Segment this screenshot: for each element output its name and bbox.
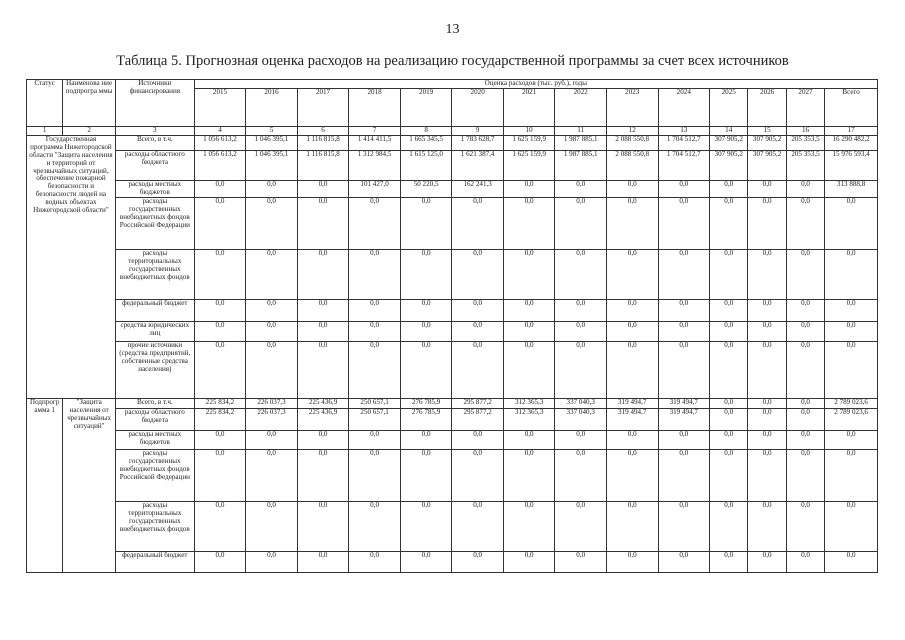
amount-cell: 0,0 — [452, 449, 504, 501]
amount-cell: 225 436,9 — [297, 408, 349, 430]
subprogram-status: Подпрограмма 1 — [27, 398, 63, 572]
amount-cell: 0,0 — [503, 341, 555, 398]
amount-cell: 276 785,9 — [400, 398, 452, 408]
amount-cell: 307 905,2 — [748, 150, 786, 180]
funding-source: расходы государственных внебюджетных фондов Российской Федерации — [115, 197, 194, 249]
amount-cell: 0,0 — [349, 299, 401, 321]
amount-cell: 319 494,7 — [606, 408, 658, 430]
amount-cell: 0,0 — [452, 430, 504, 449]
amount-cell: 0,0 — [710, 551, 748, 572]
amount-cell: 0,0 — [400, 551, 452, 572]
amount-cell: 1 414 411,5 — [349, 135, 401, 150]
amount-cell: 0,0 — [194, 249, 246, 299]
amount-cell: 319 494,7 — [606, 398, 658, 408]
amount-cell: 312 365,3 — [503, 408, 555, 430]
amount-cell: 0,0 — [400, 430, 452, 449]
amount-cell: 0,0 — [349, 551, 401, 572]
amount-cell: 0,0 — [606, 430, 658, 449]
amount-cell: 0,0 — [710, 408, 748, 430]
table-row — [27, 341, 878, 398]
amount-cell: 337 040,3 — [555, 408, 607, 430]
amount-cell: 295 877,2 — [452, 408, 504, 430]
table-row — [27, 135, 878, 150]
funding-source: прочие источники (средства предприятий, собственные средства населения) — [115, 341, 194, 398]
amount-cell: 337 040,3 — [555, 398, 607, 408]
amount-cell: 0,0 — [748, 398, 786, 408]
amount-cell: 0,0 — [658, 449, 710, 501]
amount-cell: 0,0 — [658, 321, 710, 341]
amount-cell: 1 046 395,1 — [246, 150, 298, 180]
amount-cell: 1 056 613,2 — [194, 150, 246, 180]
amount-cell: 0,0 — [503, 197, 555, 249]
amount-cell: 0,0 — [710, 299, 748, 321]
amount-cell: 225 834,2 — [194, 398, 246, 408]
column-number: 15 — [748, 127, 786, 136]
amount-cell: 162 241,3 — [452, 180, 504, 197]
amount-cell: 0,0 — [786, 398, 824, 408]
amount-cell: 0,0 — [194, 180, 246, 197]
table-row — [27, 449, 878, 501]
amount-cell: 0,0 — [555, 249, 607, 299]
funding-source: расходы областного бюджета — [115, 150, 194, 180]
amount-cell: 0,0 — [349, 430, 401, 449]
amount-cell: 0,0 — [452, 299, 504, 321]
amount-cell: 0,0 — [606, 449, 658, 501]
amount-cell: 0,0 — [555, 341, 607, 398]
column-number-row — [27, 127, 878, 136]
amount-cell: 0,0 — [400, 321, 452, 341]
amount-cell: 0,0 — [555, 299, 607, 321]
amount-cell: 0,0 — [246, 249, 298, 299]
amount-cell: 1 046 395,1 — [246, 135, 298, 150]
table-row — [27, 299, 878, 321]
table-row — [27, 408, 878, 430]
amount-cell: 0,0 — [246, 501, 298, 551]
amount-cell: 0,0 — [710, 197, 748, 249]
column-number: 9 — [452, 127, 504, 136]
amount-cell: 1 615 125,0 — [400, 150, 452, 180]
header-year: 2020 — [452, 89, 504, 127]
amount-cell: 0,0 — [555, 501, 607, 551]
amount-cell: 0,0 — [748, 408, 786, 430]
amount-cell: 0,0 — [606, 551, 658, 572]
column-number: 17 — [825, 127, 878, 136]
amount-cell: 0,0 — [503, 249, 555, 299]
header-year: 2018 — [349, 89, 401, 127]
amount-cell: 276 785,9 — [400, 408, 452, 430]
amount-cell: 0,0 — [825, 341, 878, 398]
amount-cell: 0,0 — [452, 197, 504, 249]
amount-cell: 0,0 — [194, 197, 246, 249]
amount-cell: 0,0 — [710, 321, 748, 341]
amount-cell: 0,0 — [786, 249, 824, 299]
header-year: 2019 — [400, 89, 452, 127]
amount-cell: 295 877,2 — [452, 398, 504, 408]
amount-cell: 0,0 — [748, 197, 786, 249]
amount-cell: 1 056 613,2 — [194, 135, 246, 150]
amount-cell: 0,0 — [246, 430, 298, 449]
funding-source: расходы областного бюджета — [115, 408, 194, 430]
amount-cell: 205 353,5 — [786, 135, 824, 150]
amount-cell: 1 116 815,8 — [297, 135, 349, 150]
amount-cell: 0,0 — [786, 341, 824, 398]
amount-cell: 0,0 — [658, 299, 710, 321]
amount-cell: 0,0 — [297, 321, 349, 341]
amount-cell: 0,0 — [194, 449, 246, 501]
amount-cell: 0,0 — [606, 341, 658, 398]
amount-cell: 0,0 — [452, 249, 504, 299]
amount-cell: 16 290 482,2 — [825, 135, 878, 150]
amount-cell: 0,0 — [297, 501, 349, 551]
amount-cell: 0,0 — [349, 321, 401, 341]
amount-cell: 0,0 — [748, 299, 786, 321]
page-title: Таблица 5. Прогнозная оценка расходов на реализацию государственной программы за счет всех источников — [116, 53, 789, 69]
amount-cell: 2 789 023,6 — [825, 398, 878, 408]
amount-cell: 0,0 — [246, 299, 298, 321]
amount-cell: 0,0 — [606, 249, 658, 299]
amount-cell: 0,0 — [297, 197, 349, 249]
amount-cell: 0,0 — [825, 449, 878, 501]
amount-cell: 101 427,0 — [349, 180, 401, 197]
column-number: 16 — [786, 127, 824, 136]
amount-cell: 0,0 — [825, 501, 878, 551]
amount-cell: 250 657,1 — [349, 398, 401, 408]
amount-cell: 0,0 — [825, 249, 878, 299]
funding-source: расходы местных бюджетов — [115, 180, 194, 197]
table-row — [27, 321, 878, 341]
table-row — [27, 501, 878, 551]
funding-source: федеральный бюджет — [115, 551, 194, 572]
column-number: 13 — [658, 127, 710, 136]
amount-cell: 0,0 — [297, 430, 349, 449]
column-number: 1 — [27, 127, 63, 136]
column-number: 10 — [503, 127, 555, 136]
header-year: 2024 — [658, 89, 710, 127]
table-row — [27, 430, 878, 449]
table-row — [27, 249, 878, 299]
amount-cell: 1 665 345,5 — [400, 135, 452, 150]
amount-cell: 0,0 — [503, 180, 555, 197]
header-year: Всего — [825, 89, 878, 127]
amount-cell: 0,0 — [658, 341, 710, 398]
amount-cell: 0,0 — [748, 551, 786, 572]
amount-cell: 15 976 593,4 — [825, 150, 878, 180]
amount-cell: 50 220,5 — [400, 180, 452, 197]
column-number: 2 — [63, 127, 116, 136]
amount-cell: 1 783 628,7 — [452, 135, 504, 150]
amount-cell: 0,0 — [825, 551, 878, 572]
amount-cell: 0,0 — [246, 321, 298, 341]
column-number: 6 — [297, 127, 349, 136]
amount-cell: 0,0 — [400, 501, 452, 551]
amount-cell: 0,0 — [349, 249, 401, 299]
amount-cell: 0,0 — [658, 249, 710, 299]
amount-cell: 0,0 — [606, 321, 658, 341]
table-body — [27, 135, 878, 572]
amount-cell: 0,0 — [555, 449, 607, 501]
amount-cell: 0,0 — [786, 408, 824, 430]
amount-cell: 0,0 — [825, 430, 878, 449]
amount-cell: 0,0 — [297, 249, 349, 299]
amount-cell: 0,0 — [658, 430, 710, 449]
amount-cell: 1 625 159,9 — [503, 150, 555, 180]
amount-cell: 0,0 — [555, 180, 607, 197]
table-row — [27, 197, 878, 249]
funding-source: средства юридических лиц — [115, 321, 194, 341]
amount-cell: 0,0 — [606, 501, 658, 551]
header-year: 2022 — [555, 89, 607, 127]
amount-cell: 2 789 023,6 — [825, 408, 878, 430]
amount-cell: 0,0 — [658, 501, 710, 551]
amount-cell: 0,0 — [400, 341, 452, 398]
header-year: 2026 — [748, 89, 786, 127]
amount-cell: 0,0 — [748, 501, 786, 551]
table-row — [27, 398, 878, 408]
amount-cell: 0,0 — [503, 551, 555, 572]
amount-cell: 307 905,2 — [710, 135, 748, 150]
amount-cell: 1 987 885,1 — [555, 150, 607, 180]
amount-cell: 226 037,3 — [246, 408, 298, 430]
amount-cell: 2 088 550,8 — [606, 135, 658, 150]
amount-cell: 0,0 — [710, 180, 748, 197]
column-number: 8 — [400, 127, 452, 136]
header-year: 2023 — [606, 89, 658, 127]
page-number: 13 — [445, 22, 460, 37]
amount-cell: 0,0 — [710, 449, 748, 501]
amount-cell: 0,0 — [786, 180, 824, 197]
amount-cell: 0,0 — [400, 197, 452, 249]
header-year: 2017 — [297, 89, 349, 127]
amount-cell: 319 494,7 — [658, 398, 710, 408]
amount-cell: 250 657,1 — [349, 408, 401, 430]
amount-cell: 0,0 — [194, 341, 246, 398]
amount-cell: 0,0 — [786, 430, 824, 449]
amount-cell: 0,0 — [246, 551, 298, 572]
column-number: 12 — [606, 127, 658, 136]
amount-cell: 226 037,3 — [246, 398, 298, 408]
header-year: 2021 — [503, 89, 555, 127]
amount-cell: 0,0 — [400, 249, 452, 299]
amount-cell: 0,0 — [452, 321, 504, 341]
amount-cell: 0,0 — [710, 430, 748, 449]
amount-cell: 0,0 — [658, 197, 710, 249]
amount-cell: 0,0 — [503, 299, 555, 321]
amount-cell: 0,0 — [606, 180, 658, 197]
amount-cell: 225 834,2 — [194, 408, 246, 430]
amount-cell: 0,0 — [606, 299, 658, 321]
amount-cell: 0,0 — [297, 180, 349, 197]
header-year: 2027 — [786, 89, 824, 127]
amount-cell: 0,0 — [297, 449, 349, 501]
amount-cell: 2 088 550,8 — [606, 150, 658, 180]
amount-cell: 1 312 984,5 — [349, 150, 401, 180]
amount-cell: 312 365,3 — [503, 398, 555, 408]
amount-cell: 0,0 — [452, 341, 504, 398]
amount-cell: 0,0 — [748, 430, 786, 449]
amount-cell: 0,0 — [555, 551, 607, 572]
amount-cell: 0,0 — [503, 430, 555, 449]
header-subprogram-name: Наименова ние подпрогра ммы — [63, 80, 116, 127]
amount-cell: 0,0 — [748, 180, 786, 197]
amount-cell: 0,0 — [658, 551, 710, 572]
amount-cell: 0,0 — [555, 430, 607, 449]
column-number: 5 — [246, 127, 298, 136]
column-number: 11 — [555, 127, 607, 136]
amount-cell: 0,0 — [825, 299, 878, 321]
amount-cell: 1 704 512,7 — [658, 135, 710, 150]
amount-cell: 0,0 — [786, 299, 824, 321]
amount-cell: 0,0 — [349, 449, 401, 501]
amount-cell: 307 905,2 — [710, 150, 748, 180]
amount-cell: 0,0 — [786, 197, 824, 249]
amount-cell: 0,0 — [297, 551, 349, 572]
amount-cell: 0,0 — [786, 321, 824, 341]
table-row — [27, 150, 878, 180]
amount-cell: 0,0 — [246, 180, 298, 197]
funding-source: Всего, в т.ч. — [115, 398, 194, 408]
column-number: 7 — [349, 127, 401, 136]
amount-cell: 1 704 512,7 — [658, 150, 710, 180]
amount-cell: 225 436,9 — [297, 398, 349, 408]
amount-cell: 205 353,5 — [786, 150, 824, 180]
amount-cell: 0,0 — [349, 501, 401, 551]
amount-cell: 0,0 — [246, 449, 298, 501]
amount-cell: 0,0 — [194, 430, 246, 449]
amount-cell: 0,0 — [710, 398, 748, 408]
column-number: 4 — [194, 127, 246, 136]
amount-cell: 0,0 — [555, 321, 607, 341]
header-year: 2016 — [246, 89, 298, 127]
amount-cell: 0,0 — [349, 341, 401, 398]
amount-cell: 0,0 — [786, 551, 824, 572]
amount-cell: 0,0 — [452, 551, 504, 572]
amount-cell: 0,0 — [606, 197, 658, 249]
amount-cell: 0,0 — [194, 299, 246, 321]
amount-cell: 0,0 — [349, 197, 401, 249]
amount-cell: 0,0 — [194, 501, 246, 551]
header-year: 2025 — [710, 89, 748, 127]
expenditure-table — [26, 79, 878, 573]
amount-cell: 0,0 — [503, 321, 555, 341]
funding-source: федеральный бюджет — [115, 299, 194, 321]
funding-source: Всего, в т.ч. — [115, 135, 194, 150]
amount-cell: 1 625 159,9 — [503, 135, 555, 150]
amount-cell: 0,0 — [297, 341, 349, 398]
amount-cell: 0,0 — [400, 299, 452, 321]
amount-cell: 0,0 — [748, 249, 786, 299]
amount-cell: 0,0 — [658, 180, 710, 197]
amount-cell: 0,0 — [503, 449, 555, 501]
table-row — [27, 551, 878, 572]
funding-source: расходы территориальных государственных внебюджетных фондов — [115, 501, 194, 551]
funding-source: расходы территориальных государственных внебюджетных фондов — [115, 249, 194, 299]
header-funding-source: Источники финансирования — [115, 80, 194, 127]
amount-cell: 0,0 — [503, 501, 555, 551]
funding-source: расходы государственных внебюджетных фондов Российской Федерации — [115, 449, 194, 501]
funding-source: расходы местных бюджетов — [115, 430, 194, 449]
amount-cell: 0,0 — [748, 341, 786, 398]
amount-cell: 0,0 — [555, 197, 607, 249]
amount-cell: 0,0 — [194, 551, 246, 572]
amount-cell: 1 116 815,8 — [297, 150, 349, 180]
amount-cell: 0,0 — [786, 449, 824, 501]
table-header — [27, 80, 878, 136]
column-number: 3 — [115, 127, 194, 136]
amount-cell: 0,0 — [710, 249, 748, 299]
amount-cell: 0,0 — [710, 341, 748, 398]
amount-cell: 307 905,2 — [748, 135, 786, 150]
header-estimate: Оценка расходов (тыс. руб.), годы — [194, 80, 877, 89]
amount-cell: 1 987 885,1 — [555, 135, 607, 150]
amount-cell: 0,0 — [400, 449, 452, 501]
amount-cell: 0,0 — [748, 321, 786, 341]
amount-cell: 0,0 — [825, 197, 878, 249]
header-year: 2015 — [194, 89, 246, 127]
header-status: Статус — [27, 80, 63, 127]
amount-cell: 1 621 387,4 — [452, 150, 504, 180]
amount-cell: 0,0 — [246, 197, 298, 249]
program-status: Государственная программа Нижегородской области "Защита населения и территорий от чрезвычайных ситуаций, обеспечение пожарной безопасности и безопасности людей на водных объектах Нижегородской области" — [27, 135, 116, 398]
amount-cell: 319 494,7 — [658, 408, 710, 430]
amount-cell: 0,0 — [246, 341, 298, 398]
amount-cell: 0,0 — [710, 501, 748, 551]
amount-cell: 0,0 — [825, 321, 878, 341]
amount-cell: 0,0 — [786, 501, 824, 551]
amount-cell: 0,0 — [194, 321, 246, 341]
amount-cell: 0,0 — [748, 449, 786, 501]
table-row — [27, 180, 878, 197]
amount-cell: 313 888,8 — [825, 180, 878, 197]
amount-cell: 0,0 — [297, 299, 349, 321]
amount-cell: 0,0 — [452, 501, 504, 551]
column-number: 14 — [710, 127, 748, 136]
subprogram-name: "Защита населения от чрезвычайных ситуаций" — [63, 398, 116, 572]
